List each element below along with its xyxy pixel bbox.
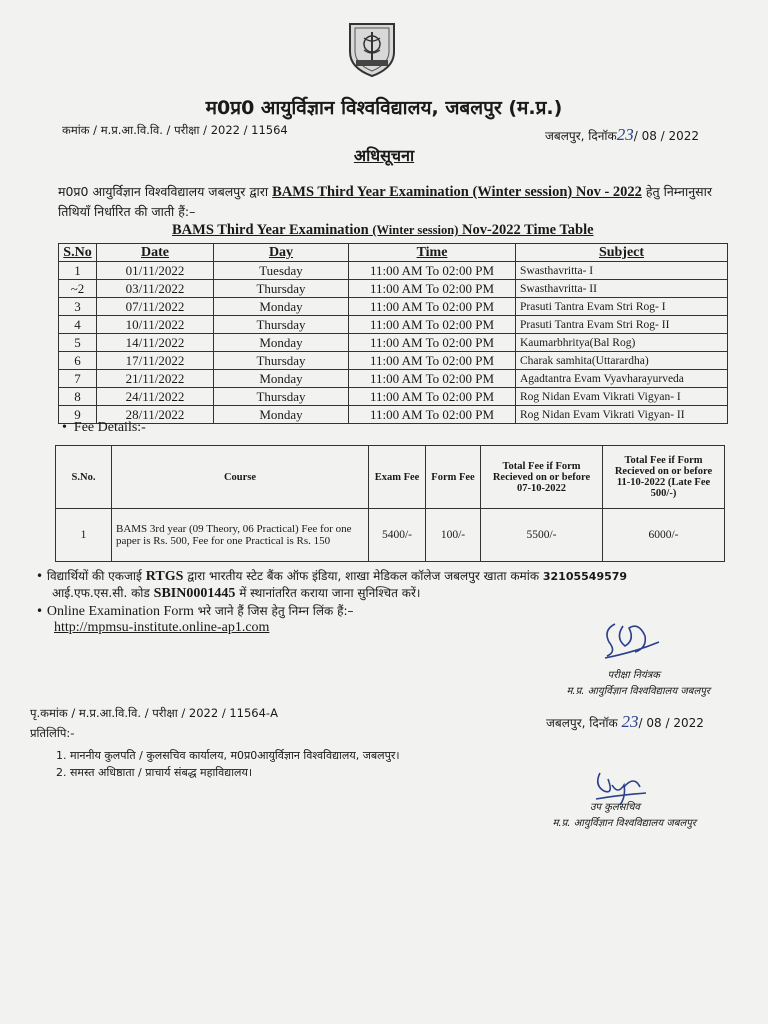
ifsc-text: में स्थानांतरित कराया जाना सुनिश्चित करें। xyxy=(239,586,421,600)
cell-subject: Rog Nidan Evam Vikrati Vigyan- I xyxy=(516,388,728,406)
cell-time: 11:00 AM To 02:00 PM xyxy=(349,262,516,280)
cell-day: Monday xyxy=(214,370,349,388)
cell-time: 11:00 AM To 02:00 PM xyxy=(349,388,516,406)
fee-cell-sno: 1 xyxy=(56,509,112,562)
cell-subject: Agadtantra Evam Vyavharayurveda xyxy=(516,370,728,388)
header-sno: S.No xyxy=(59,244,97,262)
copy-reference-number: पृ.कमांक / म.प्र.आ.वि.वि. / परीक्षा / 2022 / 11564-A xyxy=(30,706,278,720)
intro-paragraph xyxy=(58,182,738,222)
cell-date: 03/11/2022 xyxy=(97,280,214,298)
fee-row xyxy=(56,509,725,562)
fee-header-form-fee: Form Fee xyxy=(426,446,481,509)
signatory-2-org: म.प्र. आयुर्विज्ञान विश्वविद्यालय जबलपुर xyxy=(552,818,696,829)
rtgs-text: विद्यार्थियों की एकजाई xyxy=(46,569,142,583)
fee-cell-exam-fee: 5400/- xyxy=(369,509,426,562)
notification-date xyxy=(545,125,699,145)
cell-date: 10/11/2022 xyxy=(97,316,214,334)
copy-date xyxy=(546,712,704,732)
copy-date-rest: / 08 / 2022 xyxy=(638,716,704,730)
cell-time: 11:00 AM To 02:00 PM xyxy=(349,352,516,370)
header-time: Time xyxy=(349,244,516,262)
cell-time: 11:00 AM To 02:00 PM xyxy=(349,334,516,352)
rtgs-bold: RTGS xyxy=(145,569,184,584)
table-row xyxy=(59,298,728,316)
cell-sno: 6 xyxy=(59,352,97,370)
cell-time: 11:00 AM To 02:00 PM xyxy=(349,280,516,298)
signatory-2-title: उप कुलसचिव xyxy=(589,802,640,813)
cell-subject: Swasthavritta- I xyxy=(516,262,728,280)
timetable-title-part: Nov-2022 Time Table xyxy=(461,222,594,238)
cell-time: 11:00 AM To 02:00 PM xyxy=(349,298,516,316)
date-rest: / 08 / 2022 xyxy=(633,129,700,143)
copy-recipient: 2. समस्त अधिष्ठाता / प्राचार्य संबद्ध महाविद्यालय। xyxy=(56,766,253,779)
controller-signature-icon xyxy=(595,612,665,662)
cell-sno: 5 xyxy=(59,334,97,352)
online-form-link[interactable]: http://mpmsu-institute.online-ap1.com xyxy=(54,620,270,635)
timetable-title-part: (Winter session) xyxy=(372,223,459,237)
table-row xyxy=(59,316,728,334)
fee-details-heading xyxy=(62,420,146,436)
copy-recipient: 1. माननीय कुलपति / कुलसचिव कार्यालय, म0प्र0आयुर्विज्ञान विश्वविद्यालय, जबलपुर। xyxy=(56,749,400,762)
cell-day: Thursday xyxy=(214,352,349,370)
cell-sno: ~2 xyxy=(59,280,97,298)
fee-header-course: Course xyxy=(112,446,369,509)
header-date: Date xyxy=(97,244,214,262)
bullet-icon: • xyxy=(36,569,47,583)
cell-time: 11:00 AM To 02:00 PM xyxy=(349,406,516,424)
cell-day: Monday xyxy=(214,406,349,424)
fee-cell-form-fee: 100/- xyxy=(426,509,481,562)
table-row xyxy=(59,370,728,388)
cell-day: Thursday xyxy=(214,280,349,298)
cell-sno: 1 xyxy=(59,262,97,280)
ifsc-label: आई.एफ.एस.सी. कोड xyxy=(52,586,150,600)
cell-date: 21/11/2022 xyxy=(97,370,214,388)
cell-subject: Charak samhita(Uttarardha) xyxy=(516,352,728,370)
reference-number: कमांक / म.प्र.आ.वि.वि. / परीक्षा / 2022 / 11564 xyxy=(62,123,288,137)
notification-heading: अधिसूचना xyxy=(353,146,415,165)
signatory-1-title: परीक्षा नियंत्रक xyxy=(607,670,660,681)
table-row xyxy=(59,352,728,370)
header-subject: Subject xyxy=(516,244,728,262)
cell-day: Monday xyxy=(214,334,349,352)
cell-subject: Prasuti Tantra Evam Stri Rog- II xyxy=(516,316,728,334)
cell-sno: 9 xyxy=(59,406,97,424)
cell-date: 24/11/2022 xyxy=(97,388,214,406)
timetable-title xyxy=(172,222,594,239)
cell-day: Tuesday xyxy=(214,262,349,280)
university-emblem-icon xyxy=(342,18,402,78)
bullet-icon: • xyxy=(62,420,74,435)
timetable xyxy=(58,243,728,424)
intro-suffix: हेतु निम्नानुसार तिथियॉं निर्धारित की जाती हैं:– xyxy=(58,184,712,219)
fee-cell-course: BAMS 3rd year (09 Theory, 06 Practical) Fee for one paper is Rs. 500, Fee for one Practical is Rs. 150 xyxy=(112,509,369,562)
cell-date: 07/11/2022 xyxy=(97,298,214,316)
cell-date: 01/11/2022 xyxy=(97,262,214,280)
table-row xyxy=(59,334,728,352)
cell-subject: Prasuti Tantra Evam Stri Rog- I xyxy=(516,298,728,316)
cell-subject: Rog Nidan Evam Vikrati Vigyan- II xyxy=(516,406,728,424)
table-row xyxy=(59,406,728,424)
fee-header-sno: S.No. xyxy=(56,446,112,509)
cell-date: 28/11/2022 xyxy=(97,406,214,424)
timetable-title-part: BAMS Third Year Examination xyxy=(172,222,369,238)
cell-day: Thursday xyxy=(214,388,349,406)
fee-header-total-late: Total Fee if Form Recieved on or before 11-10-2022 (Late Fee 500/-) xyxy=(603,446,725,509)
cell-subject: Swasthavritta- II xyxy=(516,280,728,298)
date-day-handwritten: 23 xyxy=(616,125,634,144)
ifsc-line xyxy=(52,585,420,602)
online-form-text: भरे जाने हैं जिस हेतु निम्न लिंक हैं:– xyxy=(197,604,354,618)
fee-cell-total-before: 5500/- xyxy=(481,509,603,562)
table-row xyxy=(59,262,728,280)
table-row xyxy=(59,280,728,298)
cell-time: 11:00 AM To 02:00 PM xyxy=(349,316,516,334)
signatory-1-org: म.प्र. आयुर्विज्ञान विश्वविद्यालय जबलपुर xyxy=(566,686,710,697)
intro-prefix: म0प्र0 आयुर्विज्ञान विश्वविद्यालय जबलपुर द्वारा xyxy=(58,184,269,199)
fee-heading-text: Fee Details:- xyxy=(73,420,146,435)
date-prefix: जबलपुर, दिनॉक xyxy=(545,129,617,143)
cell-time: 11:00 AM To 02:00 PM xyxy=(349,370,516,388)
cell-sno: 7 xyxy=(59,370,97,388)
cell-date: 14/11/2022 xyxy=(97,334,214,352)
cell-day: Thursday xyxy=(214,316,349,334)
cell-day: Monday xyxy=(214,298,349,316)
timetable-header-row xyxy=(59,244,728,262)
fee-cell-total-late: 6000/- xyxy=(603,509,725,562)
table-row xyxy=(59,388,728,406)
cell-sno: 3 xyxy=(59,298,97,316)
university-title: म0प्र0 आयुर्विज्ञान विश्वविद्यालय, जबलपुर (म.प्र.) xyxy=(205,97,563,119)
header-day: Day xyxy=(214,244,349,262)
rtgs-text-2: द्वारा भारतीय स्टेट बैंक ऑफ इंडिया, शाखा मेडिकल कॉलेज जबलपुर खाता कमांक xyxy=(187,569,540,583)
ifsc-code: SBIN0001445 xyxy=(153,586,236,601)
fee-header-row xyxy=(56,446,725,509)
online-form-line xyxy=(36,603,354,620)
cell-date: 17/11/2022 xyxy=(97,352,214,370)
bullet-icon: • xyxy=(36,604,47,618)
rtgs-instruction xyxy=(36,568,736,585)
cell-sno: 8 xyxy=(59,388,97,406)
fee-table xyxy=(55,445,725,562)
copy-to-heading: प्रतिलिपि:- xyxy=(30,726,75,740)
intro-exam-name: BAMS Third Year Examination (Winter session) Nov - 2022 xyxy=(272,184,642,200)
fee-header-exam-fee: Exam Fee xyxy=(369,446,426,509)
fee-header-total-before: Total Fee if Form Recieved on or before 07-10-2022 xyxy=(481,446,603,509)
cell-sno: 4 xyxy=(59,316,97,334)
copy-date-day-handwritten: 23 xyxy=(621,712,639,731)
online-form-label: Online Examination Form xyxy=(46,604,194,619)
copy-date-prefix: जबलपुर, दिनॉक xyxy=(546,716,618,730)
account-number: 32105549579 xyxy=(542,570,628,583)
cell-subject: Kaumarbhritya(Bal Rog) xyxy=(516,334,728,352)
